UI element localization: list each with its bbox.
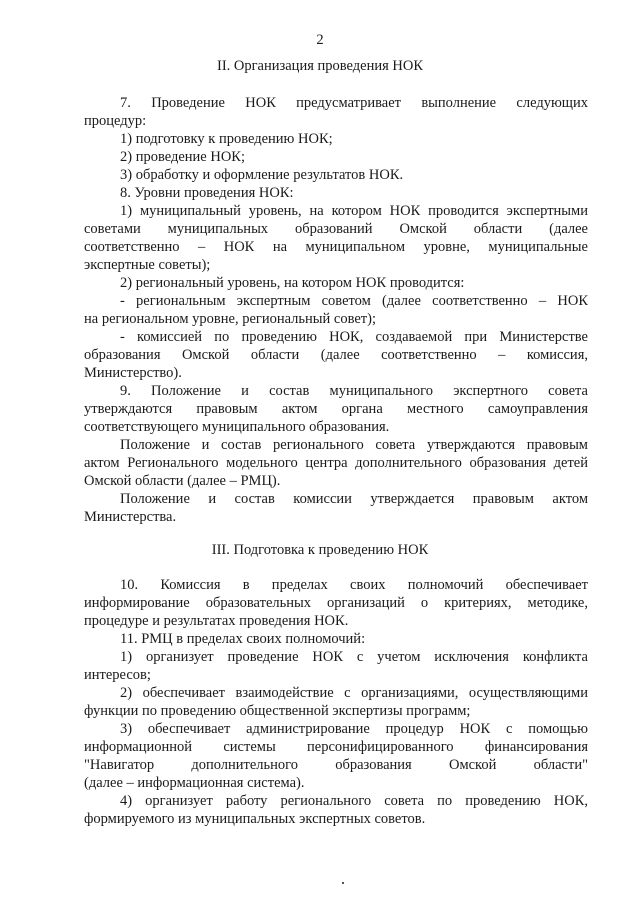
text-line: 2) обеспечивает взаимодействие с организациями, осуществляющими: [120, 685, 588, 701]
text-line: Министерства.: [84, 509, 177, 525]
text-line: 7. Проведение НОК предусматривает выполнение следующих: [120, 95, 588, 111]
text-line: процедуре и результатах проведения НОК.: [84, 613, 349, 629]
text-line: экспертные советы);: [84, 257, 211, 273]
text-line: 1) подготовку к проведению НОК;: [120, 131, 333, 147]
text-line: 4) организует работу регионального совета по проведению НОК,: [120, 793, 588, 809]
text-line: Положение и состав комиссии утверждается правовым актом: [120, 491, 588, 507]
text-line: Положение и состав регионального совета утверждаются правовым: [120, 437, 588, 453]
text-line: на региональном уровне, региональный совет);: [84, 311, 376, 327]
text-line: (далее – информационная система).: [84, 775, 305, 791]
text-line: формируемого из муниципальных экспертных советов.: [84, 811, 426, 827]
text-line: процедур:: [84, 113, 147, 129]
section-heading-2: II. Организация проведения НОК: [216, 58, 424, 74]
text-line: - комиссией по проведению НОК, создаваемой при Министерстве: [120, 329, 588, 345]
text-line: 9. Положение и состав муниципального экспертного совета: [120, 383, 588, 399]
text-line: 1) организует проведение НОК с учетом исключения конфликта: [120, 649, 588, 665]
section-heading-3: III. Подготовка к проведению НОК: [211, 542, 429, 558]
text-line: советами муниципальных образований Омской области (далее: [84, 221, 588, 237]
text-line: соответствующего муниципального образования.: [84, 419, 390, 435]
text-line: 3) обеспечивает администрирование процедур НОК с помощью: [120, 721, 588, 737]
text-line: 2) региональный уровень, на котором НОК проводится:: [120, 275, 465, 291]
text-line: информационной системы персонифицированного финансирования: [84, 739, 588, 755]
text-line: 1) муниципальный уровень, на котором НОК проводится экспертными: [120, 203, 588, 219]
text-line: функции по проведению общественной экспертизы программ;: [84, 703, 471, 719]
text-line: актом Регионального модельного центра дополнительного образования детей: [84, 455, 588, 471]
text-line: - региональным экспертным советом (далее соответственно – НОК: [120, 293, 588, 309]
scan-speck: [342, 882, 344, 884]
text-line: 11. РМЦ в пределах своих полномочий:: [120, 631, 366, 647]
text-line: 2) проведение НОК;: [120, 149, 246, 165]
text-line: 8. Уровни проведения НОК:: [120, 185, 294, 201]
text-line: утверждаются правовым актом органа местного самоуправления: [84, 401, 588, 417]
text-line: соответственно – НОК на муниципальном уровне, муниципальные: [84, 239, 588, 255]
text-line: образования Омской области (далее соответственно – комиссия,: [84, 347, 588, 363]
text-line: интересов;: [84, 667, 151, 683]
text-line: информирование образовательных организаций о критериях, методике,: [84, 595, 588, 611]
text-line: "Навигатор дополнительного образования Омской области": [84, 757, 588, 773]
text-line: Омской области (далее – РМЦ).: [84, 473, 281, 489]
text-line: Министерство).: [84, 365, 182, 381]
page-number: 2: [316, 32, 324, 48]
text-line: 3) обработку и оформление результатов НОК.: [120, 167, 404, 183]
text-line: 10. Комиссия в пределах своих полномочий обеспечивает: [120, 577, 588, 593]
